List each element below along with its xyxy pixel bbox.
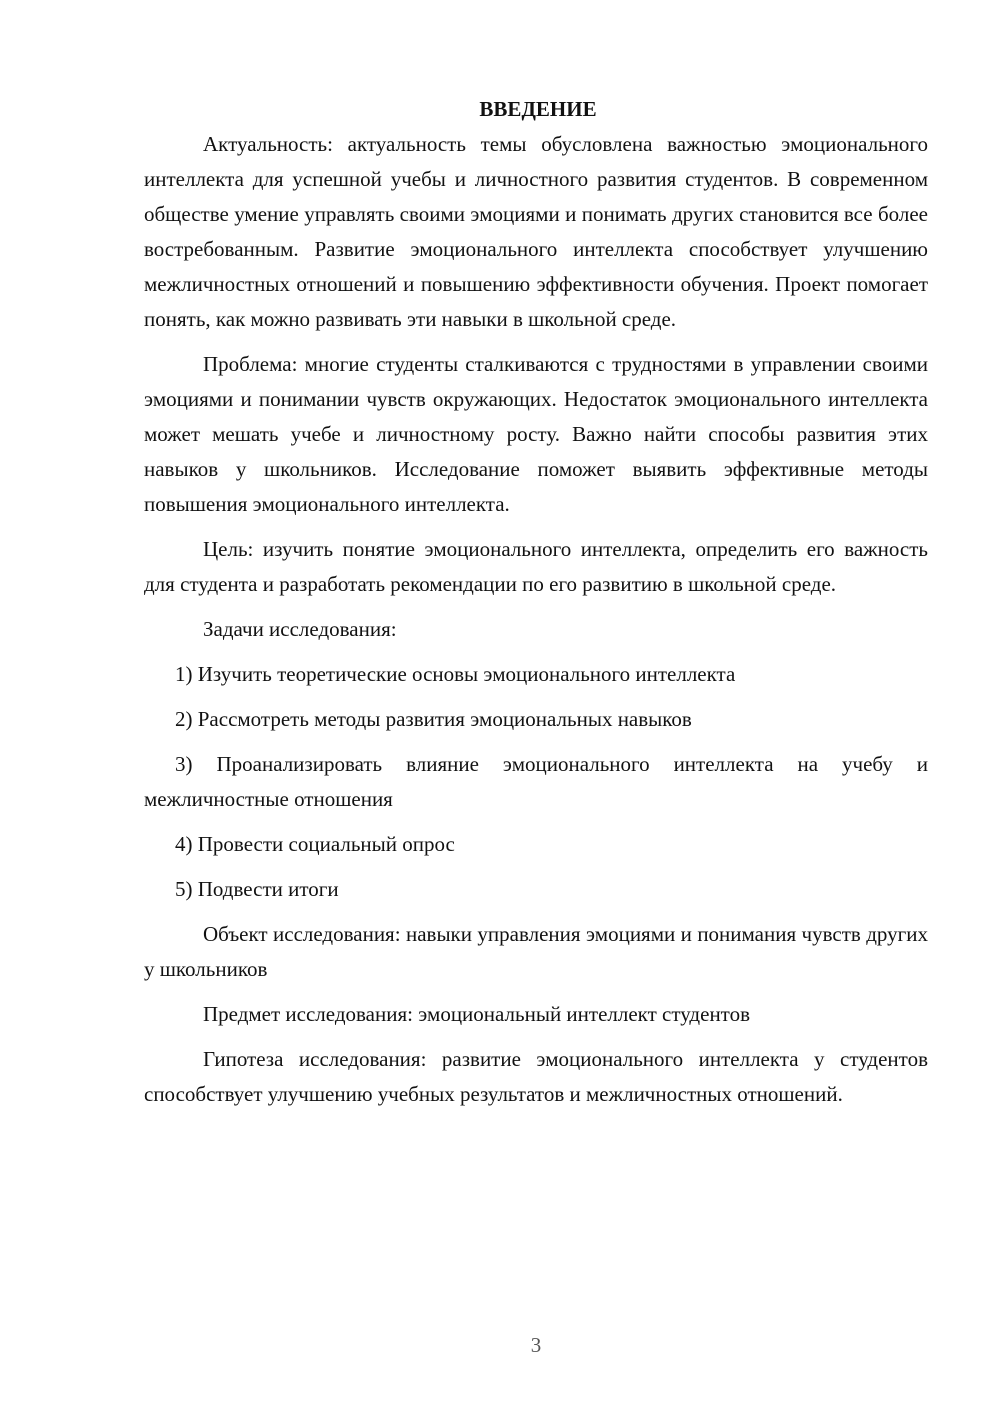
page-title: ВВЕДЕНИЕ bbox=[479, 97, 597, 121]
paragraph-hypothesis: Гипотеза исследования: развитие эмоционального интеллекта у студентов способствует улучшению учебных результатов и межличностных отношений. bbox=[144, 1047, 928, 1106]
task-item-4: 4) Провести социальный опрос bbox=[175, 832, 455, 856]
task-item-1: 1) Изучить теоретические основы эмоционального интеллекта bbox=[175, 662, 736, 686]
paragraph-relevance: Актуальность: актуальность темы обусловлена важностью эмоционального интеллекта для успешной учебы и личностного развития студентов. В современном обществе умение управлять своими эмоциями и понимать других становится все более востребованным. Развитие эмоционального интеллекта способствует улучшению межличностных отношений и повышению эффективности обучения. Проект помогает понять, как можно развивать эти навыки в школьной среде. bbox=[144, 132, 928, 331]
paragraph-subject: Предмет исследования: эмоциональный интеллект студентов bbox=[203, 1002, 750, 1026]
tasks-heading: Задачи исследования: bbox=[203, 617, 397, 641]
task-item-5: 5) Подвести итоги bbox=[175, 877, 339, 901]
paragraph-object: Объект исследования: навыки управления эмоциями и понимания чувств других у школьников bbox=[144, 922, 928, 981]
task-item-2: 2) Рассмотреть методы развития эмоциональных навыков bbox=[175, 707, 692, 731]
paragraph-goal: Цель: изучить понятие эмоционального интеллекта, определить его важность для студента и разработать рекомендации по его развитию в школьной среде. bbox=[144, 537, 928, 596]
page-number: 3 bbox=[530, 1333, 542, 1357]
page-content bbox=[144, 92, 928, 1112]
paragraph-problem: Проблема: многие студенты сталкиваются с трудностями в управлении своими эмоциями и понимании чувств окружающих. Недостаток эмоционального интеллекта может мешать учебе и личностному росту. Важно найти способы развития этих навыков у школьников. Исследование поможет выявить эффективные методы повышения эмоционального интеллекта. bbox=[144, 352, 928, 516]
task-item-3: 3) Проанализировать влияние эмоционального интеллекта на учебу и межличностные отношения bbox=[144, 752, 928, 811]
